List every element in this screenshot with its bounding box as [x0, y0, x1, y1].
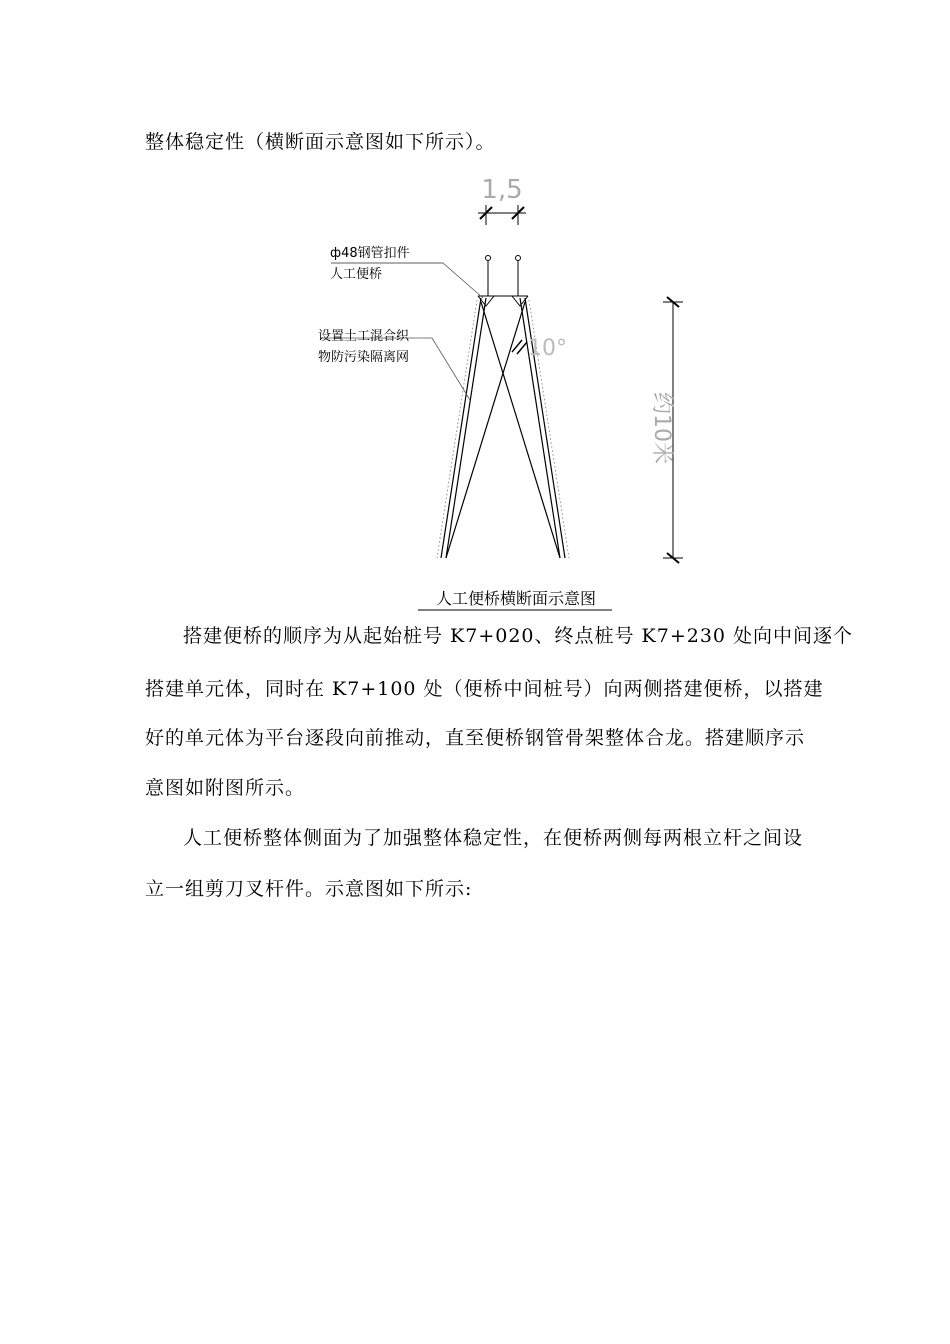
intro-text-line: 整体稳定性（横断面示意图如下所示）。	[145, 131, 496, 153]
net-label-line1: 设置土工混合织	[318, 329, 410, 344]
paragraph1-line3: 好的单元体为平台逐段向前推动，直至便桥钢管骨架整体合龙。搭建顺序示	[145, 727, 806, 749]
pipe-label-line1: ф48钢管扣件	[330, 246, 410, 261]
height-label: 约10米	[649, 392, 674, 464]
paragraph1-line1: 搭建便桥的顺序为从起始桩号 K7+020、终点桩号 K7+230 处向中间逐个	[183, 625, 854, 647]
angle-label: 10°	[528, 336, 567, 361]
bridge-cross-section-diagram	[0, 0, 950, 620]
paragraph2-line2: 立一组剪刀叉杆件。示意图如下所示:	[145, 878, 473, 900]
paragraph1-line4: 意图如附图所示。	[145, 777, 306, 799]
angle-marker	[512, 340, 527, 354]
top-width-label: 1,5	[481, 175, 523, 205]
net-label-line2: 物防污染隔离网	[318, 350, 410, 365]
pipe-label-line2: 人工便桥	[330, 267, 383, 282]
paragraph2-line1: 人工便桥整体侧面为了加强整体稳定性，在便桥两侧每两根立杆之间设	[183, 827, 804, 849]
top-width-dimension	[478, 205, 526, 225]
figure-caption: 人工便桥横断面示意图	[435, 589, 597, 608]
steel-pipe-posts	[478, 256, 528, 297]
paragraph1-line2: 搭建单元体，同时在 K7+100 处（便桥中间桩号）向两侧搭建便桥，以搭建	[145, 678, 824, 700]
